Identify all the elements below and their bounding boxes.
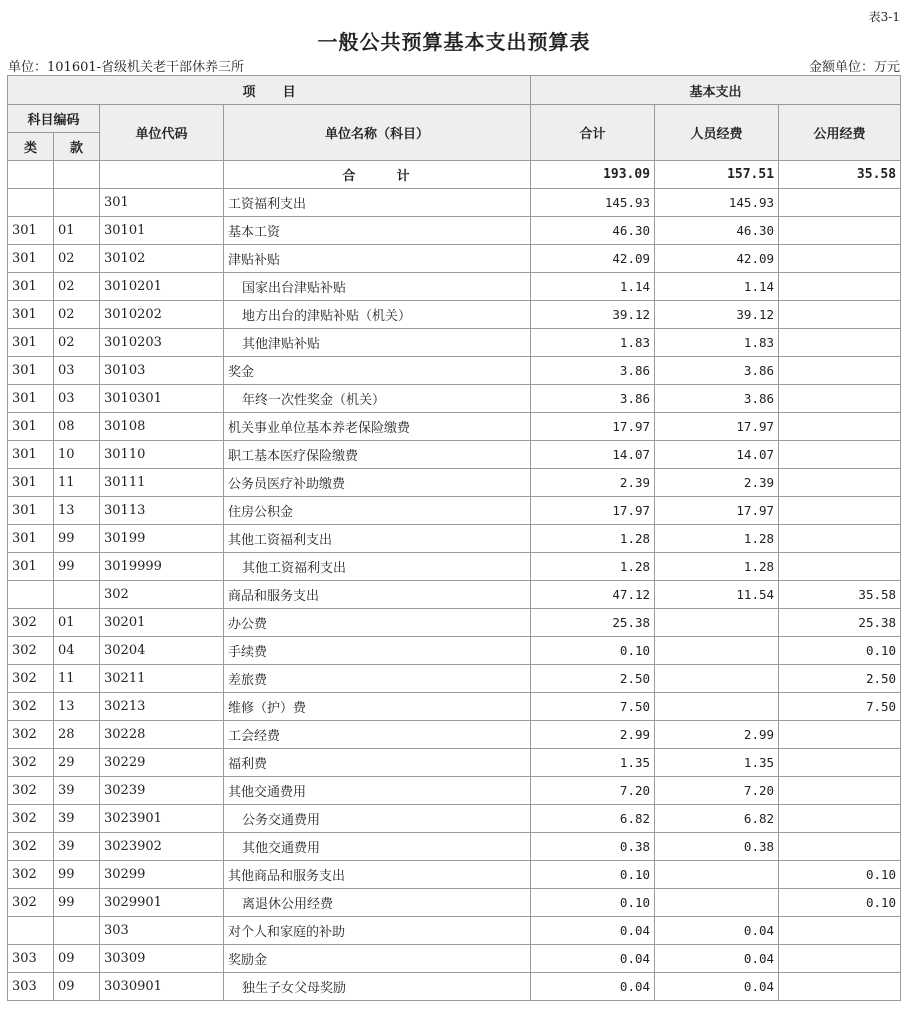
subject-item-cell: 29 (54, 749, 100, 777)
subject-item-cell: 02 (54, 273, 100, 301)
subject-class-cell (8, 917, 54, 945)
header-lei: 类 (8, 133, 54, 161)
personnel-cell: 3.86 (655, 357, 779, 385)
budget-table (7, 75, 901, 1001)
table-number: 表3-1 (868, 10, 900, 24)
total-public: 35.58 (779, 161, 901, 189)
public-cell (779, 441, 901, 469)
unit-name-cell: 机关事业单位基本养老保险缴费 (224, 413, 531, 441)
table-row (8, 245, 901, 273)
personnel-cell: 6.82 (655, 805, 779, 833)
personnel-cell: 0.04 (655, 945, 779, 973)
total-cell: 39.12 (531, 301, 655, 329)
unit-code-cell: 302 (100, 581, 224, 609)
subject-class-cell: 302 (8, 609, 54, 637)
table-row (8, 385, 901, 413)
table-row (8, 749, 901, 777)
total-cell: 47.12 (531, 581, 655, 609)
unit-label: 单位：101601-省级机关老干部休养三所 (8, 60, 245, 75)
subject-class-cell: 301 (8, 553, 54, 581)
unit-code-cell: 3010301 (100, 385, 224, 413)
table-row (8, 469, 901, 497)
subject-class-cell: 301 (8, 413, 54, 441)
unit-code-cell: 301 (100, 189, 224, 217)
page-title: 一般公共预算基本支出预算表 (317, 30, 591, 54)
total-label: 合 计 (224, 161, 531, 189)
subject-item-cell: 02 (54, 301, 100, 329)
header-personnel: 人员经费 (655, 105, 779, 161)
unit-name-cell: 维修（护）费 (224, 693, 531, 721)
public-cell (779, 525, 901, 553)
personnel-cell (655, 665, 779, 693)
public-cell (779, 805, 901, 833)
table-row (8, 777, 901, 805)
subject-class-cell: 301 (8, 497, 54, 525)
table-row (8, 413, 901, 441)
total-cell: 0.38 (531, 833, 655, 861)
subject-item-cell: 03 (54, 385, 100, 413)
total-cell: 25.38 (531, 609, 655, 637)
unit-code-cell: 3010202 (100, 301, 224, 329)
total-cell: 2.39 (531, 469, 655, 497)
unit-code-cell: 3010201 (100, 273, 224, 301)
public-cell (779, 721, 901, 749)
total-cell: 0.04 (531, 945, 655, 973)
total-cell: 145.93 (531, 189, 655, 217)
subject-class-cell: 302 (8, 889, 54, 917)
subject-item-cell: 99 (54, 861, 100, 889)
total-kuan (54, 161, 100, 189)
unit-code-cell: 30211 (100, 665, 224, 693)
total-code (100, 161, 224, 189)
subject-item-cell: 39 (54, 805, 100, 833)
subject-item-cell: 11 (54, 665, 100, 693)
unit-code-cell: 30204 (100, 637, 224, 665)
total-cell: 0.10 (531, 861, 655, 889)
unit-code-cell: 30103 (100, 357, 224, 385)
total-cell: 14.07 (531, 441, 655, 469)
subject-class-cell: 301 (8, 329, 54, 357)
public-cell: 35.58 (779, 581, 901, 609)
total-personnel: 157.51 (655, 161, 779, 189)
table-row (8, 441, 901, 469)
unit-name-cell: 工资福利支出 (224, 189, 531, 217)
subject-class-cell: 302 (8, 805, 54, 833)
unit-name-cell: 其他津贴补贴 (224, 329, 531, 357)
subject-item-cell: 10 (54, 441, 100, 469)
unit-name-cell: 办公费 (224, 609, 531, 637)
unit-code-cell: 30299 (100, 861, 224, 889)
subject-class-cell: 303 (8, 973, 54, 1001)
subject-class-cell (8, 189, 54, 217)
table-row (8, 609, 901, 637)
header-public: 公用经费 (779, 105, 901, 161)
unit-code-cell: 30239 (100, 777, 224, 805)
header-kuan: 款 (54, 133, 100, 161)
subject-class-cell: 301 (8, 469, 54, 497)
subject-class-cell: 302 (8, 861, 54, 889)
subject-item-cell: 28 (54, 721, 100, 749)
table-row (8, 889, 901, 917)
table-row (8, 189, 901, 217)
unit-code-cell: 3023901 (100, 805, 224, 833)
unit-name-cell: 国家出台津贴补贴 (224, 273, 531, 301)
table-row (8, 945, 901, 973)
personnel-cell: 14.07 (655, 441, 779, 469)
subject-class-cell: 301 (8, 357, 54, 385)
subject-class-cell: 301 (8, 217, 54, 245)
personnel-cell (655, 889, 779, 917)
subject-item-cell: 01 (54, 609, 100, 637)
subject-class-cell: 301 (8, 525, 54, 553)
unit-name-cell: 离退休公用经费 (224, 889, 531, 917)
subject-class-cell: 302 (8, 721, 54, 749)
personnel-cell: 42.09 (655, 245, 779, 273)
subject-item-cell (54, 581, 100, 609)
public-cell (779, 973, 901, 1001)
public-cell: 0.10 (779, 889, 901, 917)
subject-class-cell: 302 (8, 637, 54, 665)
personnel-cell (655, 861, 779, 889)
unit-name-cell: 基本工资 (224, 217, 531, 245)
total-amount: 193.09 (531, 161, 655, 189)
personnel-cell (655, 637, 779, 665)
total-cell: 3.86 (531, 385, 655, 413)
unit-code-cell: 30102 (100, 245, 224, 273)
public-cell (779, 917, 901, 945)
subject-item-cell: 02 (54, 329, 100, 357)
unit-name-cell: 对个人和家庭的补助 (224, 917, 531, 945)
total-cell: 17.97 (531, 413, 655, 441)
header-unit-code: 单位代码 (100, 105, 224, 161)
table-row (8, 497, 901, 525)
unit-code-cell: 30228 (100, 721, 224, 749)
subject-item-cell: 09 (54, 945, 100, 973)
personnel-cell: 7.20 (655, 777, 779, 805)
subject-class-cell: 301 (8, 245, 54, 273)
header-total: 合计 (531, 105, 655, 161)
unit-name-cell: 公务交通费用 (224, 805, 531, 833)
total-cell: 1.28 (531, 553, 655, 581)
table-row (8, 217, 901, 245)
total-cell: 2.50 (531, 665, 655, 693)
table-row (8, 833, 901, 861)
subject-item-cell (54, 917, 100, 945)
table-row (8, 301, 901, 329)
public-cell (779, 413, 901, 441)
unit-code-cell: 303 (100, 917, 224, 945)
unit-name-cell: 差旅费 (224, 665, 531, 693)
total-row (8, 161, 901, 189)
subject-class-cell: 303 (8, 945, 54, 973)
public-cell (779, 469, 901, 497)
subject-class-cell: 301 (8, 273, 54, 301)
unit-name-cell: 奖金 (224, 357, 531, 385)
total-cell: 7.50 (531, 693, 655, 721)
subject-item-cell: 13 (54, 497, 100, 525)
personnel-cell: 0.04 (655, 917, 779, 945)
subject-class-cell: 302 (8, 665, 54, 693)
subject-class-cell: 302 (8, 777, 54, 805)
subject-class-cell: 302 (8, 749, 54, 777)
unit-code-cell: 30110 (100, 441, 224, 469)
table-row (8, 357, 901, 385)
subject-item-cell: 99 (54, 889, 100, 917)
public-cell (779, 301, 901, 329)
unit-code-cell: 30199 (100, 525, 224, 553)
subject-item-cell: 04 (54, 637, 100, 665)
personnel-cell: 46.30 (655, 217, 779, 245)
personnel-cell: 0.38 (655, 833, 779, 861)
unit-name-cell: 工会经费 (224, 721, 531, 749)
subject-class-cell: 301 (8, 441, 54, 469)
public-cell (779, 497, 901, 525)
subject-item-cell: 01 (54, 217, 100, 245)
subject-class-cell: 302 (8, 833, 54, 861)
unit-code-cell: 30113 (100, 497, 224, 525)
personnel-cell: 17.97 (655, 413, 779, 441)
table-header (8, 76, 901, 161)
unit-name-cell: 其他工资福利支出 (224, 553, 531, 581)
unit-code-cell: 30213 (100, 693, 224, 721)
subject-item-cell: 09 (54, 973, 100, 1001)
public-cell: 25.38 (779, 609, 901, 637)
total-cell: 3.86 (531, 357, 655, 385)
total-cell: 0.10 (531, 637, 655, 665)
personnel-cell: 17.97 (655, 497, 779, 525)
unit-code-cell: 30229 (100, 749, 224, 777)
total-cell: 46.30 (531, 217, 655, 245)
unit-name-cell: 公务员医疗补助缴费 (224, 469, 531, 497)
total-cell: 17.97 (531, 497, 655, 525)
header-subject-code: 科目编码 (8, 105, 100, 133)
unit-code-cell: 30108 (100, 413, 224, 441)
public-cell: 0.10 (779, 637, 901, 665)
personnel-cell: 145.93 (655, 189, 779, 217)
total-lei (8, 161, 54, 189)
subject-item-cell: 03 (54, 357, 100, 385)
total-cell: 0.04 (531, 973, 655, 1001)
public-cell (779, 273, 901, 301)
personnel-cell: 1.14 (655, 273, 779, 301)
total-cell: 42.09 (531, 245, 655, 273)
unit-name-cell: 手续费 (224, 637, 531, 665)
public-cell: 2.50 (779, 665, 901, 693)
subject-item-cell (54, 189, 100, 217)
subject-item-cell: 39 (54, 777, 100, 805)
total-cell: 7.20 (531, 777, 655, 805)
table-row (8, 665, 901, 693)
public-cell (779, 945, 901, 973)
public-cell: 0.10 (779, 861, 901, 889)
subject-class-cell: 302 (8, 693, 54, 721)
unit-code-cell: 30309 (100, 945, 224, 973)
total-cell: 1.83 (531, 329, 655, 357)
table-body (8, 161, 901, 1001)
personnel-cell: 1.83 (655, 329, 779, 357)
total-cell: 0.10 (531, 889, 655, 917)
header-project: 项 目 (8, 76, 531, 105)
unit-code-cell: 30111 (100, 469, 224, 497)
unit-name-cell: 年终一次性奖金（机关） (224, 385, 531, 413)
table-row (8, 525, 901, 553)
public-cell (779, 833, 901, 861)
unit-name-cell: 其他商品和服务支出 (224, 861, 531, 889)
personnel-cell: 39.12 (655, 301, 779, 329)
unit-name-cell: 津贴补贴 (224, 245, 531, 273)
unit-code-cell: 30201 (100, 609, 224, 637)
personnel-cell (655, 609, 779, 637)
public-cell (779, 553, 901, 581)
unit-name-cell: 地方出台的津贴补贴（机关） (224, 301, 531, 329)
unit-code-cell: 3029901 (100, 889, 224, 917)
personnel-cell: 1.28 (655, 525, 779, 553)
amount-unit-label: 金额单位：万元 (808, 60, 900, 75)
personnel-cell: 2.99 (655, 721, 779, 749)
subject-class-cell: 301 (8, 385, 54, 413)
unit-name-cell: 其他工资福利支出 (224, 525, 531, 553)
subject-item-cell: 02 (54, 245, 100, 273)
personnel-cell: 3.86 (655, 385, 779, 413)
total-cell: 6.82 (531, 805, 655, 833)
table-row (8, 273, 901, 301)
header-unit-name: 单位名称（科目） (224, 105, 531, 161)
personnel-cell: 0.04 (655, 973, 779, 1001)
unit-code-cell: 3019999 (100, 553, 224, 581)
unit-name-cell: 独生子女父母奖励 (224, 973, 531, 1001)
public-cell: 7.50 (779, 693, 901, 721)
unit-name-cell: 职工基本医疗保险缴费 (224, 441, 531, 469)
public-cell (779, 777, 901, 805)
table-row (8, 721, 901, 749)
subject-item-cell: 99 (54, 553, 100, 581)
total-cell: 1.28 (531, 525, 655, 553)
subject-item-cell: 99 (54, 525, 100, 553)
header-basic-expenditure: 基本支出 (531, 76, 901, 105)
subject-item-cell: 39 (54, 833, 100, 861)
personnel-cell: 1.35 (655, 749, 779, 777)
subject-class-cell: 301 (8, 301, 54, 329)
subject-item-cell: 11 (54, 469, 100, 497)
table-row (8, 805, 901, 833)
public-cell (779, 329, 901, 357)
table-row (8, 917, 901, 945)
table-row (8, 553, 901, 581)
unit-name-cell: 住房公积金 (224, 497, 531, 525)
unit-name-cell: 商品和服务支出 (224, 581, 531, 609)
unit-name-cell: 奖励金 (224, 945, 531, 973)
public-cell (779, 217, 901, 245)
personnel-cell: 2.39 (655, 469, 779, 497)
unit-code-cell: 30101 (100, 217, 224, 245)
table-row (8, 973, 901, 1001)
unit-name-cell: 福利费 (224, 749, 531, 777)
total-cell: 1.35 (531, 749, 655, 777)
table-row (8, 581, 901, 609)
unit-code-cell: 3010203 (100, 329, 224, 357)
personnel-cell (655, 693, 779, 721)
table-row (8, 861, 901, 889)
public-cell (779, 245, 901, 273)
total-cell: 2.99 (531, 721, 655, 749)
unit-name-cell: 其他交通费用 (224, 777, 531, 805)
personnel-cell: 1.28 (655, 553, 779, 581)
table-row (8, 637, 901, 665)
table-row (8, 693, 901, 721)
public-cell (779, 189, 901, 217)
unit-name-cell: 其他交通费用 (224, 833, 531, 861)
public-cell (779, 385, 901, 413)
subject-item-cell: 13 (54, 693, 100, 721)
total-cell: 1.14 (531, 273, 655, 301)
public-cell (779, 357, 901, 385)
subject-class-cell (8, 581, 54, 609)
personnel-cell: 11.54 (655, 581, 779, 609)
unit-code-cell: 3030901 (100, 973, 224, 1001)
total-cell: 0.04 (531, 917, 655, 945)
unit-code-cell: 3023902 (100, 833, 224, 861)
public-cell (779, 749, 901, 777)
table-row (8, 329, 901, 357)
subject-item-cell: 08 (54, 413, 100, 441)
